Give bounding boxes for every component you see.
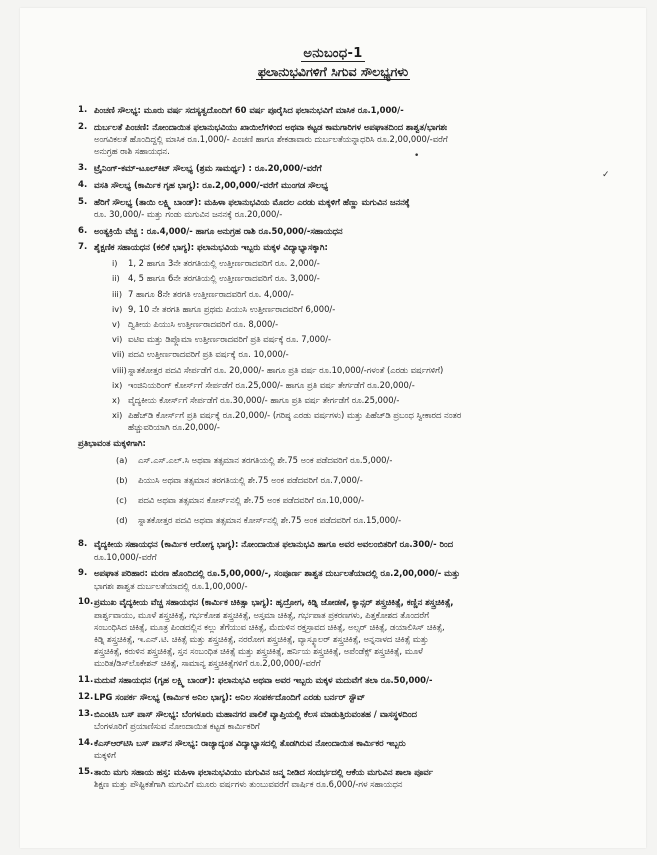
edu-item-number: xi) <box>112 410 123 421</box>
item-number: 8. <box>78 539 88 550</box>
merit-item-number: (d) <box>116 515 128 526</box>
item-text: LPG ಸಂಪರ್ಕ ಸೌಲಭ್ಯ (ಕಾರ್ಮಿಕ ಅನಿಲ ಭಾಗ್ಯ): ಅನಿಲ ಸಂಪರ್ಕದೊಂದಿಗೆ ಎರಡು ಬರ್ನರ್ ಸ್ಟೌವ್ <box>94 692 365 702</box>
item-text: ಕೆಎಸ್‌ಆರ್‌ಟಿಸಿ ಬಸ್ ಪಾಸ್‌ನ ಸೌಲಭ್ಯ: ರಾಜ್ಯಾದ್ಯಂತ ವಿದ್ಯಾಭ್ಯಾಸದಲ್ಲಿ ತೊಡಗಿರುವ ನೋಂದಾಯಿತ ಕಾರ್ಮಿಕರ ಇಬ್ಬರು <box>94 737 406 748</box>
item-text: ತಾಯಿ ಮಗು ಸಹಾಯ ಹಸ್ತ: ಮಹಿಳಾ ಫಲಾನುಭವಿಯು ಮಗುವಿನ ಜನ್ಮ ನೀಡಿದ ಸಂದರ್ಭದಲ್ಲಿ ಆಕೆಯ ಮಗುವಿನ ಶಾಲಾ ಪೂರ್ವ <box>94 766 433 777</box>
item-number: 6. <box>78 225 88 236</box>
item-number: 1. <box>78 105 88 115</box>
edu-item-number: x) <box>112 395 121 405</box>
item-number: 12. <box>78 692 94 702</box>
edu-item-text: ಇಂಜಿನಿಯರಿಂಗ್ ಕೋರ್ಸ್‌ಗೆ ಸೇರ್ಪಡೆಗೆ ರೂ.25,000/- ಹಾಗೂ ಪ್ರತಿ ವರ್ಷ ತೇರ್ಗಡೆಗೆ ರೂ.20,000/- <box>128 379 415 390</box>
item-number: 9. <box>78 568 88 579</box>
edu-item-number: iii) <box>112 288 123 299</box>
edu-item-number: vii) <box>112 349 125 360</box>
merit-item-number: (c) <box>116 495 127 506</box>
item-text: ಮದುವೆ ಸಹಾಯಧನ (ಗೃಹ ಲಕ್ಷ್ಮಿ ಬಾಂಡ್): ಫಲಾನುಭವಿ ಅಥವಾ ಅವರ ಇಬ್ಬರು ಮಕ್ಕಳ ಮದುವೆಗೆ ತಲಾ ರೂ.50,000/- <box>94 675 433 686</box>
item-text: ಮುರಿತ/ಡಿಸ್‌ಲೊಕೇಶನ್ ಚಿಕಿತ್ಸೆ, ಸಾಮಾನ್ಯ ಶಸ್ತ್ರಚಿಕಿತ್ಸೆಗಳಿಗೆ ರೂ.2,00,000/-ವರೆಗೆ <box>94 658 321 669</box>
item-number: 10. <box>78 597 94 608</box>
item-text: ಭಾಗಶಃ ಶಾಶ್ವತ ದುರ್ಬಲತೆಯಾದಲ್ಲಿ ರೂ.1,00,000/- <box>94 580 248 591</box>
edu-item-text: ಸ್ನಾತಕೋತ್ತರ ಪದವಿ ಸೇರ್ಪಡೆಗೆ ರೂ. 20,000/- ಹಾಗೂ ಪ್ರತಿ ವರ್ಷ ರೂ.10,000/-ಗಳಂತೆ (ಎರಡು ವರ್ಷಗಳಿಗೆ) <box>128 364 444 375</box>
merit-item-text: ಪದವಿ ಅಥವಾ ತತ್ಸಮಾನ ಕೋರ್ಸ್‌ನಲ್ಲಿ ಶೇ.75 ಅಂಕ ಪಡೆದವರಿಗೆ ರೂ.10,000/- <box>138 495 365 506</box>
item-text: ರೂ.10,000/-ವರೆಗೆ <box>94 551 157 562</box>
edu-item-text: ದ್ವಿತೀಯ ಪಿಯುಸಿ ಉತ್ತೀರ್ಣರಾದವರಿಗೆ ರೂ. 8,000/- <box>128 319 279 329</box>
item-text: ಶೈಕ್ಷಣಿಕ ಸಹಾಯಧನ (ಕಲಿಕೆ ಭಾಗ್ಯ): ಫಲಾನುಭವಿಯ ಇಬ್ಬರು ಮಕ್ಕಳ ವಿದ್ಯಾಭ್ಯಾಸಕ್ಕಾಗಿ: <box>94 242 328 253</box>
edu-item-number: iv) <box>112 303 123 314</box>
item-number: 2. <box>78 121 88 132</box>
item-number: 14. <box>78 737 94 748</box>
edu-item-number: ix) <box>112 379 123 390</box>
merit-item-number: (a) <box>116 455 128 466</box>
page-heading: ಅನುಬಂಧ-1 <box>303 46 363 61</box>
item-text: ಪ್ರಮುಖ ವೈದ್ಯಕೀಯ ವೆಚ್ಚ ಸಹಾಯಧನ (ಕಾರ್ಮಿಕ ಚಿಕಿತ್ಸಾ ಭಾಗ್ಯ): ಹೃದ್ರೋಗ, ಕಿಡ್ನಿ ಜೋಡಣೆ, ಕ್ಯಾನ್ಸರ್ ಶಸ್ತ್ರಚಿಕಿತ್ಸೆ, ಕಣ್ಣಿನ ಶಸ್ತ್ರಚಿಕಿತ್ಸೆ, <box>94 597 454 608</box>
item-number: 5. <box>78 196 88 207</box>
merit-item-text: ಎಸ್.ಎಸ್.ಎಲ್.ಸಿ ಅಥವಾ ತತ್ಸಮಾನ ತರಗತಿಯಲ್ಲಿ ಶೇ.75 ಅಂಕ ಪಡೆದವರಿಗೆ ರೂ.5,000/- <box>138 455 393 466</box>
ink-mark: • <box>414 151 420 161</box>
page-subheading: ಫಲಾನುಭವಿಗಳಿಗೆ ಸಿಗುವ ಸೌಲಭ್ಯಗಳು <box>257 64 409 79</box>
ink-mark: ✓ <box>602 170 610 180</box>
item-number: 15. <box>78 766 94 777</box>
item-text: ಹೆರಿಗೆ ಸೌಲಭ್ಯ (ತಾಯಿ ಲಕ್ಷ್ಮಿ ಬಾಂಡ್): ಮಹಿಳಾ ಫಲಾನುಭವಿಯ ಮೊದಲ ಎರಡು ಮಕ್ಕಳಿಗೆ ಹೆಣ್ಣು ಮಗುವಿನ ಜನನಕ್ಕೆ <box>94 196 410 207</box>
item-text: ಅಂತ್ಯಕ್ರಿಯೆ ವೆಚ್ಚ : ರೂ.4,000/- ಹಾಗೂ ಅನುಗ್ರಹ ರಾಶಿ ರೂ.50,000/-ಸಹಾಯಧನ <box>94 225 343 236</box>
item-number: 11. <box>78 675 94 686</box>
edu-item-text: 4, 5 ಹಾಗೂ 6ನೇ ತರಗತಿಯಲ್ಲಿ ಉತ್ತೀರ್ಣರಾದವರಿಗೆ ರೂ. 3,000/- <box>128 273 320 284</box>
item-text: ಬಿಎಂಟಿಸಿ ಬಸ್ ಪಾಸ್ ಸೌಲಭ್ಯ: ಬೆಂಗಳೂರು ಮಹಾನಗರ ಪಾಲಿಕೆ ವ್ಯಾಪ್ತಿಯಲ್ಲಿ ಕೆಲಸ ಮಾಡುತ್ತಿರುವಂತಹ / ವಾಸಸ್ಥಳದಿಂದ <box>94 708 417 719</box>
item-text: ಟ್ರೈನಿಂಗ್-ಕಮ್-ಟೂಲ್‌ಕಿಟ್ ಸೌಲಭ್ಯ (ಶ್ರಮ ಸಾಮರ್ಥ್ಯ) : ರೂ.20,000/-ವರೆಗೆ <box>94 163 322 173</box>
item-text: ಶಸ್ತ್ರಚಿಕಿತ್ಸೆ, ಕರುಳಿನ ಶಸ್ತ್ರಚಿಕಿತ್ಸೆ, ಸ್ತನ ಸಂಬಂಧಿತ ಚಿಕಿತ್ಸೆ ಮತ್ತು ಶಸ್ತ್ರಚಿಕಿತ್ಸೆ, ಹರ್ನಿಯ ಶಸ್ತ್ರಚಿಕಿತ್ಸೆ, ಅಪೆಂಡೆಕ್ಸ್ ಶಸ್ತ್ರಚಿಕಿತ್ಸೆ, ಮೂಳೆ <box>94 646 423 657</box>
item-text: ಕಿಡ್ನಿ ಶಸ್ತ್ರಚಿಕಿತ್ಸೆ, ಇ.ಎನ್.ಟಿ. ಚಿಕಿತ್ಸೆ ಮತ್ತು ಶಸ್ತ್ರಚಿಕಿತ್ಸೆ, ನರರೋಗ ಶಸ್ತ್ರಚಿಕಿತ್ಸೆ, ವ್ಯಾಸ್ಕ್ಯೂಲರ್ ಶಸ್ತ್ರಚಿಕಿತ್ಸೆ, ಅನ್ನನಾಳದ ಚಿಕಿತ್ಸೆ ಮತ್ತು <box>94 634 429 644</box>
item-text: ಅಂಗವಿಕಲತೆ ಹೊಂದಿದ್ದಲ್ಲಿ ಮಾಸಿಕ ರೂ.1,000/- ಪಿಂಚಣಿ ಹಾಗೂ ಶೇಕಡಾವಾರು ದುರ್ಬಲತೆಯನ್ನಾಧರಿಸಿ ರೂ.2,00,000/-ವರೆಗೆ <box>94 134 448 144</box>
edu-item-text: ವೈದ್ಯಕೀಯ ಕೋರ್ಸ್‌ಗೆ ಸೇರ್ಪಡೆಗೆ ರೂ.30,000/- ಹಾಗೂ ಪ್ರತಿ ವರ್ಷ ತೇರ್ಗಡೆಗೆ ರೂ.25,000/- <box>128 395 400 405</box>
item-text: ಅನುಗ್ರಹ ರಾಶಿ ಸಹಾಯಧನ. <box>94 146 170 157</box>
edu-item-text: 7 ಹಾಗೂ 8ನೇ ತರಗತಿ ಉತ್ತೀರ್ಣರಾದವರಿಗೆ ರೂ. 4,000/- <box>128 288 294 299</box>
edu-item-text: 1, 2 ಹಾಗೂ 3ನೇ ತರಗತಿಯಲ್ಲಿ ಉತ್ತೀರ್ಣರಾದವರಿಗೆ ರೂ. 2,000/- <box>128 258 320 269</box>
item-number: 3. <box>78 163 88 173</box>
merit-item-text: ಪಿಯುಸಿ ಅಥವಾ ತತ್ಸಮಾನ ತರಗತಿಯಲ್ಲಿ ಶೇ.75 ಅಂಕ ಪಡೆದವರಿಗೆ ರೂ.7,000/- <box>138 475 363 486</box>
edu-item-number: v) <box>112 319 121 329</box>
edu-item-text: ಐಟಿಐ ಮತ್ತು ಡಿಪ್ಲೊಮಾ ಉತ್ತೀರ್ಣರಾದವರಿಗೆ ಪ್ರತಿ ವರ್ಷಕ್ಕೆ ರೂ. 7,000/- <box>128 334 332 345</box>
edu-item-number: i) <box>112 258 118 269</box>
merit-item-text: ಸ್ನಾತಕೋತ್ತರ ಪದವಿ ಅಥವಾ ತತ್ಸಮಾನ ಕೋರ್ಸ್‌ನಲ್ಲಿ ಶೇ.75 ಅಂಕ ಪಡೆದವರಿಗೆ ರೂ.15,000/- <box>138 515 402 526</box>
item-text: ಪಾರ್ಶ್ವವಾಯು, ಮೂಳೆ ಶಸ್ತ್ರಚಿಕಿತ್ಸೆ, ಗರ್ಭಕೋಶ ಶಸ್ತ್ರಚಿಕಿತ್ಸೆ, ಅಸ್ತಮಾ ಚಿಕಿತ್ಸೆ, ಗರ್ಭಪಾತ ಪ್ರಕರಣಗಳು, ಪಿತ್ತಕೋಶದ ತೊಂದರೆಗೆ <box>94 609 430 620</box>
item-text: ವಸತಿ ಸೌಲಭ್ಯ (ಕಾರ್ಮಿಕ ಗೃಹ ಭಾಗ್ಯ): ರೂ.2,00,000/-ವರೆಗೆ ಮುಂಗಡ ಸೌಲಭ್ಯ <box>94 179 328 190</box>
item-text: ಪಿಂಚಣಿ ಸೌಲಭ್ಯ: ಮೂರು ವರ್ಷ ಸದಸ್ಯತ್ವದೊಂದಿಗೆ 60 ವರ್ಷ ಪೂರೈಸಿದ ಫಲಾನುಭವಿಗೆ ಮಾಸಿಕ ರೂ.1,000/- <box>94 105 404 115</box>
item-number: 7. <box>78 242 88 253</box>
edu-item-number: ii) <box>112 273 120 284</box>
item-number: 4. <box>78 179 88 190</box>
edu-item-text: 9, 10 ನೇ ತರಗತಿ ಹಾಗೂ ಪ್ರಥಮ ಪಿಯುಸಿ ಉತ್ತೀರ್ಣರಾದವರಿಗೆ 6,000/- <box>128 303 336 314</box>
edu-item-text: ಹೆಚ್ಚುವರಿಯಾಗಿ ರೂ.20,000/- <box>128 422 220 433</box>
item-text: ಅಪಘಾತ ಪರಿಹಾರ: ಮರಣ ಹೊಂದಿದಲ್ಲಿ ರೂ.5,00,000/-, ಸಂಪೂರ್ಣ ಶಾಶ್ವತ ದುರ್ಬಲತೆಯಾದಲ್ಲಿ ರೂ.2,00,000/- ಮತ್ತು <box>94 568 460 579</box>
item-text: ಶಿಕ್ಷಣ ಮತ್ತು ಪೌಷ್ಟಿಕತೆಗಾಗಿ ಮಗುವಿಗೆ ಮೂರು ವರ್ಷಗಳು ತುಂಬುವವರೆಗೆ ವಾರ್ಷಿಕ ರೂ.6,000/-ಗಳ ಸಹಾಯಧನ <box>94 779 403 789</box>
edu-item-number: viii) <box>112 364 127 375</box>
item-text: ವೈದ್ಯಕೀಯ ಸಹಾಯಧನ (ಕಾರ್ಮಿಕ ಆರೋಗ್ಯ ಭಾಗ್ಯ): ನೋಂದಾಯಿತ ಫಲಾನುಭವಿ ಹಾಗೂ ಅವರ ಅವಲಂಬಿತರಿಗೆ ರೂ.300/- ರಿಂದ <box>94 539 454 550</box>
item-text: ಬೆಂಗಳೂರಿಗೆ ಪ್ರಯಾಣಿಸುವ ನೋಂದಾಯಿತ ಕಟ್ಟಡ ಕಾರ್ಮಿಕರಿಗೆ <box>94 721 260 731</box>
document-page <box>20 8 646 848</box>
item-text: ಮಕ್ಕಳಿಗೆ <box>94 750 116 760</box>
edu-item-text: ಪಿಹೆಚ್‌ಡಿ ಕೋರ್ಸ್‌ಗೆ ಪ್ರತಿ ವರ್ಷಕ್ಕೆ ರೂ.20,000/- (ಗರಿಷ್ಠ ಎರಡು ವರ್ಷಗಳು) ಮತ್ತು ಪಿಹೆಚ್‌ಡಿ ಪ್ರಬಂಧ ಸ್ವೀಕಾರದ ನಂತರ <box>128 410 462 421</box>
edu-item-text: ಪದವಿ ಉತ್ತೀರ್ಣರಾದವರಿಗೆ ಪ್ರತಿ ವರ್ಷಕ್ಕೆ ರೂ. 10,000/- <box>128 349 289 360</box>
item-text: ರೂ. 30,000/- ಮತ್ತು ಗಂಡು ಮಗುವಿನ ಜನನಕ್ಕೆ ರೂ.20,000/- <box>94 208 283 219</box>
item-number: 13. <box>78 708 94 719</box>
merit-heading: ಪ್ರತಿಭಾವಂತ ಮಕ್ಕಳಿಗಾಗಿ: <box>78 438 146 449</box>
item-text: ಸಂಬಂಧಿಸಿದ ಚಿಕಿತ್ಸೆ, ಮೂತ್ರ ಪಿಂಡದಲ್ಲಿನ ಕಲ್ಲು ತೆಗೆಯುವ ಚಿಕಿತ್ಸೆ, ಮೆದುಳಿನ ರಕ್ತಸ್ರಾವದ ಚಿಕಿತ್ಸೆ, ಅಲ್ಸರ್ ಚಿಕಿತ್ಸೆ, ಡಯಾಲಿಸಿಸ್ ಚಿಕಿತ್ಸೆ, <box>94 621 445 632</box>
edu-item-number: vi) <box>112 334 123 345</box>
merit-item-number: (b) <box>116 475 128 486</box>
item-text: ದುರ್ಬಲತೆ ಪಿಂಚಣಿ: ನೋಂದಾಯಿತ ಫಲಾನುಭವಿಯು ಖಾಯಿಲೆಗಳಿಂದ ಅಥವಾ ಕಟ್ಟಡ ಕಾಮಗಾರಿಗಳ ಅಪಘಾತದಿಂದ ಶಾಶ್ವತ/ಭಾಗಶಃ <box>94 121 447 132</box>
